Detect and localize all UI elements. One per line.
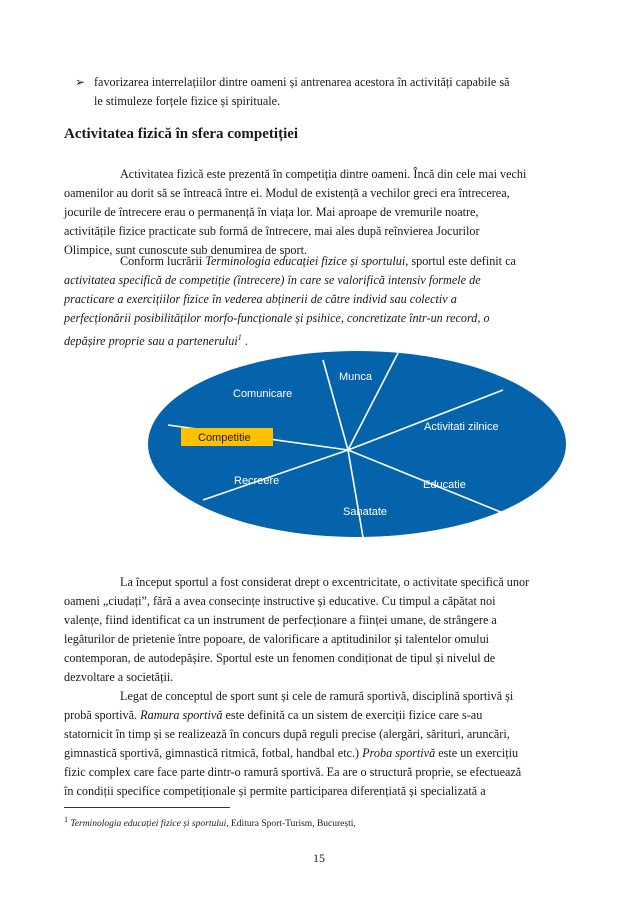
term-ramura-sportiva: Ramura sportivă [140,708,223,722]
para3-line-6: dezvoltare a societății. [64,670,174,684]
para4-line-3: statornicit în timp și se realizează în concurs după reguli precise (alergări, sărituri, aruncări, [64,727,510,741]
para4-line-5: fizic complex care face parte dintr-o ramură sportivă. Ea are o structură proprie, se efectuează [64,765,522,779]
footnote-divider [64,807,230,808]
para3-line-3: valențe, fiind identificat ca un instrument de perfecționare a ființei umane, de strângere a [64,613,497,627]
label-recreere: Recreere [234,475,280,487]
para3-line-1: La început sportul a fost considerat drept o excentricitate, o activitate specifică unor [120,575,530,589]
label-sanatate: Sanatate [343,506,388,518]
para2-line-3: practicare a exercițiilor fizice în vederea abținerii de către individ sau colectiv a [64,292,457,306]
para1-line-1: Activitatea fizică este prezentă în competiția dintre oameni. Încă din cele mai vechi [120,167,527,181]
section-heading: Activitatea fizică în sfera competiției [64,126,299,142]
book-title: Terminologia educației fizice și sportului [205,254,406,268]
para4-line-2c: este definită ca un sistem de exerciții fizice care s-au [222,708,483,722]
para1-line-4: activitățile fizice practicate sub formă de întrecere, mai ales după reînvierea Jocurilor [64,224,480,238]
label-educatie: Educatie [423,479,466,491]
bullet-line-1: favorizarea interrelațiilor dintre oameni și antrenarea acestora în activități capabile să [94,75,510,89]
footnote [64,815,356,829]
bullet-item [75,73,564,111]
para4-line-4a: gimnastică sportivă, gimnastică ritmică, fotbal, handbal etc.) [64,746,363,760]
footnote-reference[interactable]: 1 [237,333,242,342]
para2-line-4: perfecționării posibilităților morfo-funcționale și psihice, concretizate într-un record, o [64,311,490,325]
para3-line-5: contemporan, de autodepășire. Sportul este un fenomen condiționat de tipul și nivelul de [64,651,496,665]
para4-line-2a: probă sportivă. [64,708,141,722]
para1-line-2: oamenilor au dorit să se întreacă între ei. Modul de existență a vechilor greci era întrecerea, [64,186,510,200]
label-munca: Munca [339,371,373,383]
para2-line-5 [64,328,575,351]
para2-line-2: activitatea specifică de competiție (întrecere) în care se valorifică intensiv formele de [64,273,481,287]
para1-line-3: jocurile de întrecere erau o permanență în viața lor. Mai aproape de vremurile noatre, [64,205,479,219]
para2-after-title: , sportul este definit ca [405,254,516,268]
footnote-number: 1 [64,815,68,824]
para4-line-4c: este un exercițiu [435,746,519,760]
para4-line-4 [64,744,575,763]
para3-line-4: legăturilor de prietenie între popoare, de valorificare a aptitudinilor și talentelor omului [64,632,490,646]
paragraph-2 [64,252,575,351]
para1-line-5: Olimpice, sunt cunoscute sub denumirea de sport. [64,243,308,257]
label-activitati-zilnice: Activitati zilnice [424,421,499,433]
bullet-line-2: le stimuleze forțele fizice și spirituale. [94,94,281,108]
para2-line-1 [64,252,575,271]
para4-line-1: Legat de conceptul de sport sunt și cele de ramură sportivă, disciplină sportivă și [120,689,514,703]
term-proba-sportiva: Proba sportivă [362,746,436,760]
label-comunicare: Comunicare [233,388,293,400]
para2-end: . [241,334,248,349]
page-number: 15 [313,851,325,865]
label-competitie: Competitie [198,432,251,444]
paragraph-3 [64,573,575,687]
footnote-publisher: , Editura Sport-Turism, București, [226,819,356,830]
activity-diagram [148,350,566,538]
paragraph-4 [64,687,575,801]
para3-line-2: oameni „ciudați”, fără a avea consecințe instructive și educative. Cu timpul a căpătat noi [64,594,496,608]
para2-intro: Conform lucrării [120,254,206,268]
footnote-book-title: Terminologia educației fizice și sportului [70,819,227,830]
para4-line-6: în condiții specifice competiționale și permite participarea diferențiată și specializată a [64,784,486,798]
para2-line-5-text: depășire proprie sau a partenerului [64,334,238,349]
paragraph-1 [64,165,575,260]
para4-line-2 [64,706,575,725]
arrow-bullet-icon: ➢ [75,75,86,89]
